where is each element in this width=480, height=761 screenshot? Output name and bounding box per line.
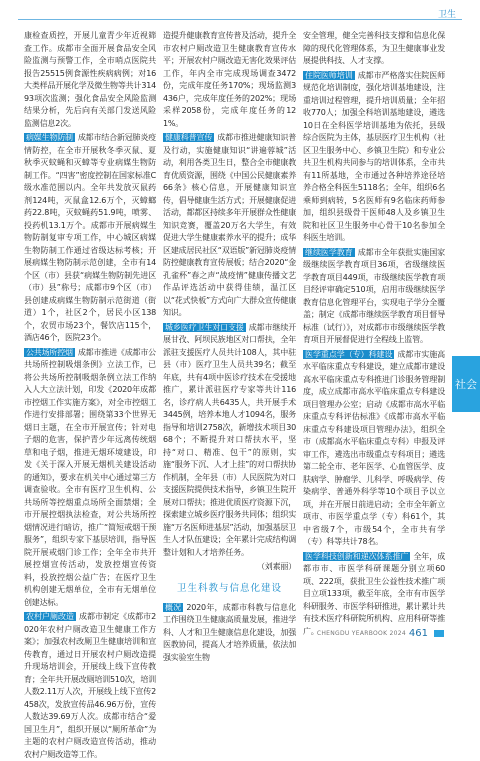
paragraph xyxy=(163,132,296,320)
paragraph xyxy=(163,322,296,560)
paragraph xyxy=(163,561,296,574)
yearbook-label: CHENGDU YEARBOOK 2024 xyxy=(316,630,406,637)
paragraph xyxy=(303,30,445,68)
page-number: 461 xyxy=(408,628,428,639)
section-side-tab: 社会 xyxy=(452,356,480,412)
page-marker-icon xyxy=(434,630,444,637)
paragraph-text: 成都市全年获批实施国家级继续医学教育项目36项，省级继续医学教育项目449项，市级继续医学教育项目经评审确定510项，启用市级继续医学教育信息化管理平台，实现电子学分全覆盖；制定《成都市继续医学教育项目督导标准（试行）》，对成都市市级继续医学教育项目开展督促进行全程线上监管。 xyxy=(303,247,445,344)
paragraph-text: 康检查质控，开展儿童青少年近视筛查工作。成都市全面开展食品安全风险监测与预警工作，全市哨点医院共报告25515例食源性疾病病例；对16大类样品开展化学及微生物等共计31493项次监测；强化食品安全风险监测结果分析，先后向有关部门发送风险监测信息2次。 xyxy=(24,31,156,128)
paragraph xyxy=(303,247,445,347)
paragraph-text: 成都市结合新冠肺炎疫情防控，在全市开展秋冬季灭鼠、夏秋季灭蚊蝇和灭蟑等专业病媒生物防制工作。“四害”密度控制在国家标准C级水准范围以内。全年共发放灭鼠药剂124吨，灭鼠盒12.6万个，灭蟑螂药22.8吨，灭蚊蝇药51.9吨，喷雾、投药机13.1万个。成都市开展病媒生物防制复审专项工作，中心城区病媒生物防制工作通过省级达标考核；开展病媒生物防制示范创建，全市有14个区（市）县获“病媒生物防制先进区（市）县”称号；成都市9个区（市）县创建成病媒生物防制示范街道（街道）1个，社区2个，居民小区138个，农贸市场23个，餐饮店115个，酒店46个，医院23个。 xyxy=(24,133,156,342)
column-left xyxy=(24,30,156,759)
header-rule xyxy=(18,19,462,20)
paragraph-heading: 城乡医疗卫生对口支援 xyxy=(165,322,244,332)
paragraph-text: 安全管理，健全完善科技支撑和信息化保障的现代化管理体系，为卫生健康事业发展提供科技、人才支撑。 xyxy=(303,31,445,65)
paragraph xyxy=(303,70,445,245)
paragraph-text: 造提升健康教育宣传普及活动，提升全市农村户厕改造卫生健康教育宣传水平；开展农村户厕改造无害化效果评估工作，年内全市完成现场调查3472份，完成年度任务170%；现场监测3436户，完成年度任务的202%；现场采样2058份，完成年度任务的121%。 xyxy=(163,31,296,128)
paragraph-text: 成都市实施高水平临床重点专科建设，建立成都市建设高水平临床重点专科推进门诊服务管理制度，成立成都市高水平临床重点专科建设项目管理办公室；启动《成都市高水平临床重点专科评估标准》《成都市高水平临床重点专科建设项目管理办法》，组织全市（成都高水平临床重点专科）申报及评审工作，遴选出市级重点专科项目；遴选第二轮全市、老年医学、心血管医学、皮肤病学、肿瘤学、儿科学、呼吸病学、传染病学、普通外科学等10个项目予以立项，并在开展日前进启动；全市全年新立项市、市医学重点学（专）科61个，其中省级7个，市级54个，全市共有学（专）科等共计78名。 xyxy=(303,349,445,546)
paragraph-heading: 概况 xyxy=(165,602,182,612)
paragraph xyxy=(24,30,156,130)
paragraph-heading: 健康科普宣传 xyxy=(165,133,213,142)
section-title: 卫生科教与信息化建设 xyxy=(176,582,282,594)
page-footer xyxy=(18,623,462,639)
paragraph-text: 成都市制定《成都市2020年农村户厕改造卫生健康工作方案》；加强农村改厕卫生健康培训和宣传教育，通过日开展农村户厕改造提升现场培训会，开展线上线下宣传教育；全年共开展改厕培训510次，培训人数2.11万人次，开展线上线下宣传2458次，发放宣传品46.96万份，宣传人数达39.69万人次。成都市结合“爱国卫生月”，组织开展以“厕所革命”为主题的农村户厕改造宣传活动，推动农村户厕改造等工作。 xyxy=(24,612,156,759)
paragraph xyxy=(24,132,156,345)
paragraph-heading: 农村户厕改造 xyxy=(26,612,75,621)
paragraph-heading: 继续医学教育 xyxy=(305,247,353,257)
paragraph-text: 成都市推进健康知识普及行动，实施健康知识“讲遍蓉城”活动，利用各类卫生日，整合全市健康教育优质资源，围绕《中国公民健康素养66条》核心信息，开展健康知识宣传，倡导健康生活方式；开展健康促进活动，都都区持续多年开展群众性健康知识竞赛，覆盖20万名大学生，有效促进大学生健康素养水平的提升；成华区建成居民社区“双语版”新冠肺炎疫情防控健康教育宣传展板；结合2020“金孔雀杯”春之声“战疫情”健康传播文艺作品评选活动中获得佳绩，温江区以“花式快板”方式向广大群众宣传健康知识。 xyxy=(163,133,296,317)
paragraph-heading: 公共场所控烟 xyxy=(26,347,73,357)
paragraph-text: 成都市严格落实住院医师规范化培训制度，强化培训基地建设，注重培训过程管理，提升培训质量；全年招收770人；加强全科培训基地建设，遴选10日在全科医学培训基地为依托，县级综合医院为主体，基层医疗卫生机构（社区卫生服务中心、乡镇卫生院）和专业公共卫生机构共同参与的培训体系，全市共有11所基地，全市通过各种培养途径培养合格全科医生5118名；全年，组织6名乘师到病转，5名医师有9名临床药师参加，组织县级骨干医师48人及乡镇卫生院和社区卫生服务中心骨干10名参加全科医生培训。 xyxy=(303,70,445,242)
paragraph-heading: 医学科技创新和递次体系推广 xyxy=(305,551,409,561)
paragraph xyxy=(163,30,296,130)
paragraph-text: 全年，成都市市、市医学科研课题分别立项60项、222项，获批卫生公益性技术推广项目立项133项，截至年底，全市有市医学科研服务、市医学科研推进，累计累计共有技术医疗科研院所机构、应用科研等推广。 xyxy=(303,551,445,636)
paragraph-text: 2020年，成都市科教与信息化工作围绕卫生健康高质量发展，推进学科、人才和卫生健康信息化建设，加强医教协同，提高人才培养质量，依法加强实验室生物 xyxy=(163,602,296,662)
paragraph-text: （刘素丽） xyxy=(257,562,296,571)
paragraph-heading: 医学重点学（专）科建设 xyxy=(305,349,393,359)
paragraph-heading: 住院医师培训 xyxy=(305,70,353,80)
paragraph-heading: 病媒生物防制 xyxy=(26,133,73,142)
column-middle xyxy=(163,30,296,662)
paragraph-text: 成都市推进《成都市公共场所控制吸烟条例》立法工作，已将公共场所控制吸烟条例立法工作纳入人大立法计划，印发《2020年成都市控烟工作实施方案》，对全市控烟工作进行安排部署；围绕第33个世界无烟日主题，在全市开展宣传；针对电子烟的危害，保护青少年远离传统烟草和电子烟，推进无烟环境建设，印发《关于深入开展无烟机关建设活动的通知》，要求在机关中心通过第三方调查验收。全市有医疗卫生机构、公共场所等控烟重点场所全面禁烟；全市开展控烟执法检查，对公共场所控烟情况进行暗访，推广“简短戒烟干预服务”，组织专家下基层培训，指导医院开展戒烟门诊工作；全年全市共开展控烟宣传活动，发放控烟宣传资料，投放控烟公益广告；在医疗卫生机构创建无烟单位，全市有无烟单位创建达标。 xyxy=(24,347,156,607)
paragraph xyxy=(24,347,156,610)
section-label: 卫生 xyxy=(437,10,456,20)
paragraph xyxy=(303,349,445,549)
paragraph-text: 成都市继续开展甘孜、阿坝民族地区对口帮扶，全年派驻支援医疗人员共计108人，其中驻县（市）医疗卫生人员共39名；截至年底，共有4项中医诊疗技术在受援地推广，累计派驻医疗专家等共计116名，诊疗病人共6435人，共开展手术3445例，培养本地人才1094名，服务指导和培训2758次，新增技术项目3068个；不断提升对口帮扶水平，坚持“对口、精准、包干”的原则，实施“服务下沉、人才上挂”的对口帮扶协作机制，全年县（市）人民医院为对口支援医院提供技术指导，乡镇卫生院开展对口帮扶；推进优质医疗资源下沉，探索建立城乡医疗服务共同体；组织实施“万名医师进基层”活动，加强基层卫生人才队伍建设；全年累计完成结构调整计划和人才培养任务。 xyxy=(163,322,296,557)
